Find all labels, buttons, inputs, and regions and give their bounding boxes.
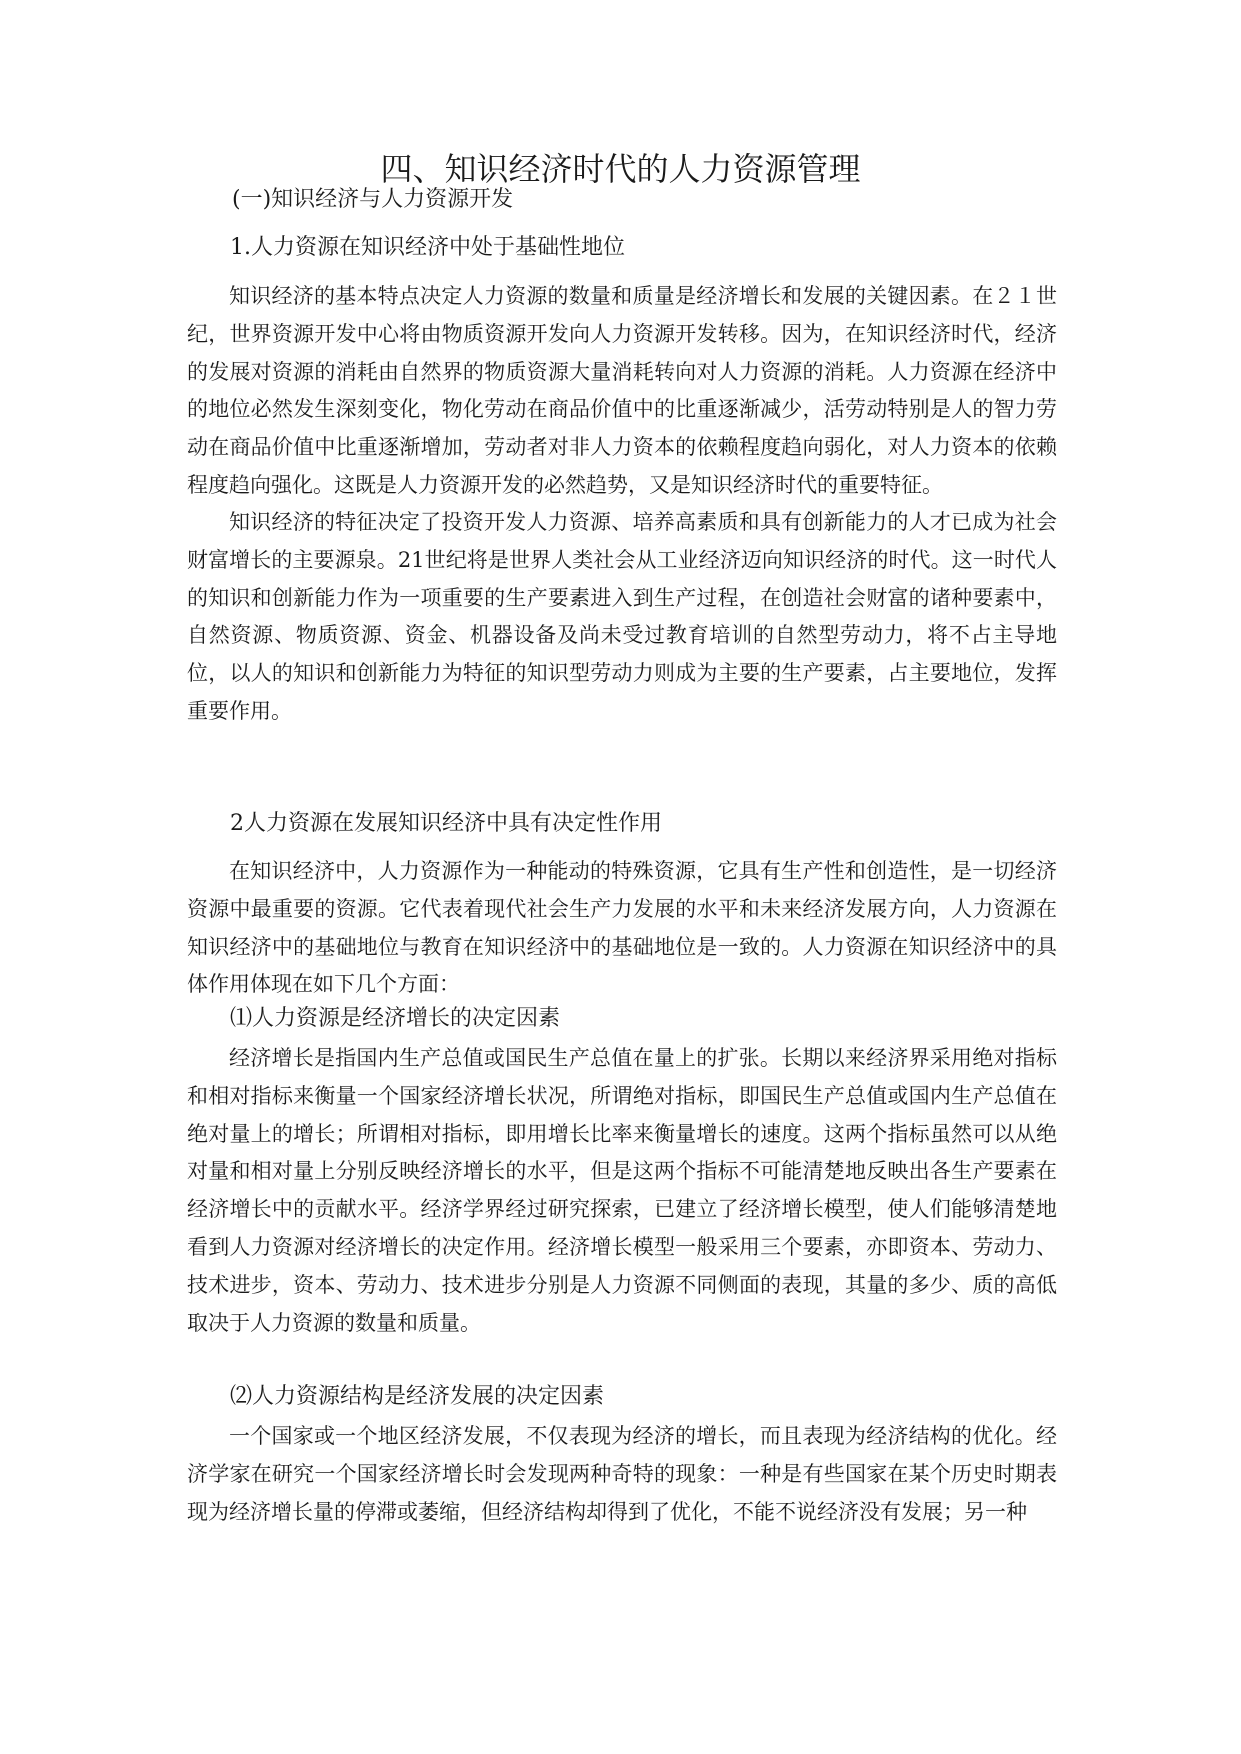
paragraph-1: 知识经济的基本特点决定人力资源的数量和质量是经济增长和发展的关键因素。在２１世纪，世界资源开发中心将由物质资源开发向人力资源开发转移。因为，在知识经济时代，经济的发展对资源的消耗由自然界的物质资源大量消耗转向对人力资源的消耗。人力资源在经济中的地位必然发生深刻变化，物化劳动在商品价值中的比重逐渐减少，活劳动特别是人的智力劳动在商品价值中比重逐渐增加，劳动者对非人力资本的依赖程度趋向弱化，对人力资本的依赖程度趋向强化。这既是人力资源开发的必然趋势，又是知识经济时代的重要特征。 (187, 284, 1057, 497)
subsection-heading-3: ⑴人力资源是经济增长的决定因素 (230, 1006, 561, 1031)
subsection-heading-2: 2人力资源在发展知识经济中具有决定性作用 (230, 811, 662, 836)
subsection-heading-1: 1.人力资源在知识经济中处于基础性地位 (230, 235, 625, 260)
paragraph-3: 在知识经济中，人力资源作为一种能动的特殊资源，它具有生产性和创造性，是一切经济资源中最重要的资源。它代表着现代社会生产力发展的水平和未来经济发展方向，人力资源在知识经济中的基础地位与教育在知识经济中的基础地位是一致的。人力资源在知识经济中的具体作用体现在如下几个方面： (187, 859, 1057, 997)
paragraph-5: 一个国家或一个地区经济发展，不仅表现为经济的增长，而且表现为经济结构的优化。经济学家在研究一个国家经济增长时会发现两种奇特的现象：一种是有些国家在某个历史时期表现为经济增长量的停滞或萎缩，但经济结构却得到了优化，不能不说经济没有发展；另一种 (187, 1424, 1057, 1524)
page-title: 四、知识经济时代的人力资源管理 (380, 150, 861, 188)
paragraph-2: 知识经济的特征决定了投资开发人力资源、培养高素质和具有创新能力的人才已成为社会财富增长的主要源泉。21世纪将是世界人类社会从工业经济迈向知识经济的时代。这一时代人的知识和创新能力作为一项重要的生产要素进入到生产过程，在创造社会财富的诸种要素中，自然资源、物质资源、资金、机器设备及尚未受过教育培训的自然型劳动力，将不占主导地位，以人的知识和创新能力为特征的知识型劳动力则成为主要的生产要素，占主要地位，发挥重要作用。 (187, 510, 1057, 723)
section-heading: (一)知识经济与人力资源开发 (232, 187, 514, 212)
paragraph-4: 经济增长是指国内生产总值或国民生产总值在量上的扩张。长期以来经济界采用绝对指标和相对指标来衡量一个国家经济增长状况，所谓绝对指标，即国民生产总值或国内生产总值在绝对量上的增长；所谓相对指标，即用增长比率来衡量增长的速度。这两个指标虽然可以从绝对量和相对量上分别反映经济增长的水平，但是这两个指标不可能清楚地反映出各生产要素在经济增长中的贡献水平。经济学界经过研究探索，已建立了经济增长模型，使人们能够清楚地看到人力资源对经济增长的决定作用。经济增长模型一般采用三个要素，亦即资本、劳动力、技术进步，资本、劳动力、技术进步分别是人力资源不同侧面的表现，其量的多少、质的高低取决于人力资源的数量和质量。 (187, 1046, 1057, 1335)
subsection-heading-4: ⑵人力资源结构是经济发展的决定因素 (230, 1384, 605, 1409)
